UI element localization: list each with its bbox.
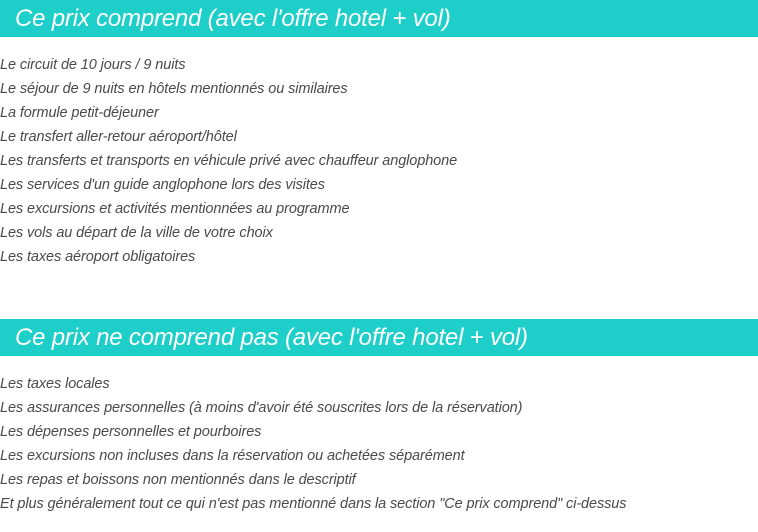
included-item: Les services d'un guide anglophone lors des visites [0,177,325,193]
included-items-list [0,53,457,269]
excluded-item: Les dépenses personnelles et pourboires [0,424,262,440]
excluded-item: Les repas et boissons non mentionnés dans le descriptif [0,472,356,488]
included-section-title: Ce prix comprend (avec l'offre hotel + vol) [0,0,758,37]
included-item: Le transfert aller-retour aéroport/hôtel [0,129,237,145]
excluded-section-title: Ce prix ne comprend pas (avec l'offre hotel + vol) [0,319,758,356]
included-item: Les vols au départ de la ville de votre choix [0,225,273,241]
excluded-items-list [0,372,626,516]
included-item: Les taxes aéroport obligatoires [0,249,196,265]
excluded-item: Et plus généralement tout ce qui n'est pas mentionné dans la section "Ce prix comprend" ci-dessus [0,496,627,512]
excluded-item: Les taxes locales [0,376,110,392]
included-item: Le séjour de 9 nuits en hôtels mentionnés ou similaires [0,81,348,97]
included-item: La formule petit-déjeuner [0,105,159,121]
included-item: Le circuit de 10 jours / 9 nuits [0,57,186,73]
excluded-item: Les assurances personnelles (à moins d'avoir été souscrites lors de la réservation) [0,400,523,416]
included-item: Les transferts et transports en véhicule privé avec chauffeur anglophone [0,153,458,169]
included-item: Les excursions et activités mentionnées au programme [0,201,350,217]
excluded-item: Les excursions non incluses dans la réservation ou achetées séparément [0,448,465,464]
